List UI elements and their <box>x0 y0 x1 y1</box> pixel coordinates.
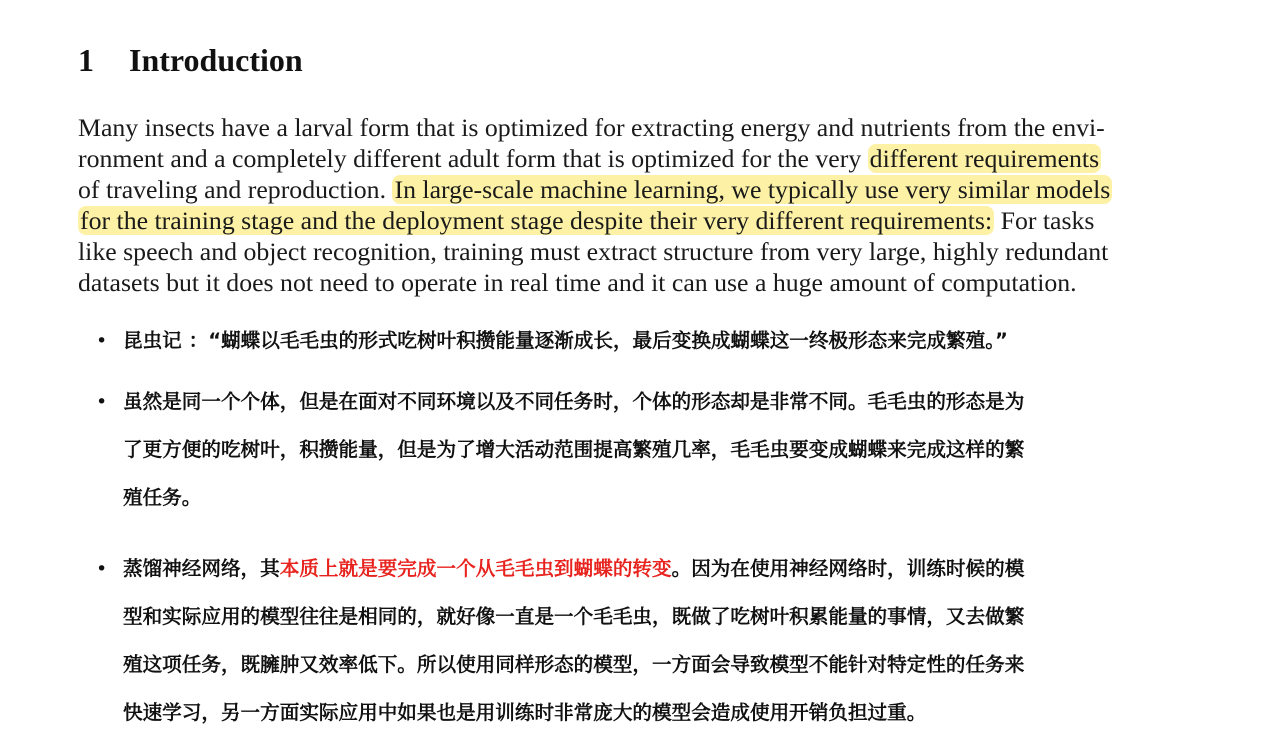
excerpt-line-1: Many insects have a larval form that is optimized for extracting energy and nutrients from the envi- <box>78 113 1105 142</box>
bullet-item <box>96 383 1196 517</box>
excerpt-text: For tasks <box>1000 206 1095 235</box>
bullet-text: 虽然是同一个个体，但是在面对不同环境以及不同任务时，个体的形态却是非常不同。毛毛虫的形态是为 <box>123 390 1025 413</box>
excerpt-line-5: like speech and object recognition, training must extract structure from very large, highly redundant <box>78 237 1109 266</box>
excerpt-text: of traveling and reproduction. <box>78 175 387 204</box>
highlighted-text: different requirements <box>869 144 1100 173</box>
excerpt-line-3 <box>78 174 1202 205</box>
excerpt-line-2 <box>78 143 1202 174</box>
excerpt-text: ronment and a completely different adult form that is optimized for the very <box>78 144 862 173</box>
bullet-text: 了更方便的吃树叶，积攒能量，但是为了增大活动范围提高繁殖几率，毛毛虫要变成蝴蝶来完成这样的繁 <box>123 438 1025 461</box>
bullet-text <box>123 550 1196 598</box>
bullet-text: 快速学习，另一方面实际应用中如果也是用训练时非常庞大的模型会造成使用开销负担过重。 <box>123 701 927 724</box>
bullet-text: 殖这项任务，既臃肿又效率低下。所以使用同样形态的模型，一方面会导致模型不能针对特定性的任务来 <box>123 653 1025 676</box>
section-title: Introduction <box>129 42 303 78</box>
bullet-item <box>96 550 1196 732</box>
bullet-text: 型和实际应用的模型往往是相同的，就好像一直是一个毛毛虫，既做了吃树叶积累能量的事情，又去做繁 <box>123 605 1025 628</box>
bullet-list <box>96 322 1196 732</box>
excerpt-line-6: datasets but it does not need to operate in real time and it can use a huge amount of computation. <box>78 268 1077 297</box>
section-heading <box>78 40 303 80</box>
bullet-item <box>96 322 1196 360</box>
highlighted-text: In large-scale machine learning, we typically use very similar models <box>394 175 1111 204</box>
bullet-text-suffix: 。因为在使用神经网络时，训练时候的模 <box>671 557 1025 580</box>
excerpt-line-4 <box>78 205 1202 236</box>
bullet-marker: • <box>96 391 108 413</box>
bullet-marker: • <box>96 330 108 352</box>
bullet-marker: • <box>96 558 108 580</box>
highlighted-text: for the training stage and the deployment stage despite their very different requirements: <box>80 206 993 235</box>
bullet-text: 昆虫记 ：“蝴蝶以毛毛虫的形式吃树叶积攒能量逐渐成长，最后变换成蝴蝶这一终极形态来完成繁殖。” <box>123 329 1008 352</box>
bullet-text: 殖任务。 <box>123 486 202 509</box>
emphasis-text: 本质上就是要完成一个从毛毛虫到蝴蝶的转变 <box>279 557 672 580</box>
paper-excerpt <box>78 112 1202 302</box>
bullet-text-prefix: 蒸馏神经网络，其 <box>123 557 280 580</box>
section-number: 1 <box>78 42 94 78</box>
